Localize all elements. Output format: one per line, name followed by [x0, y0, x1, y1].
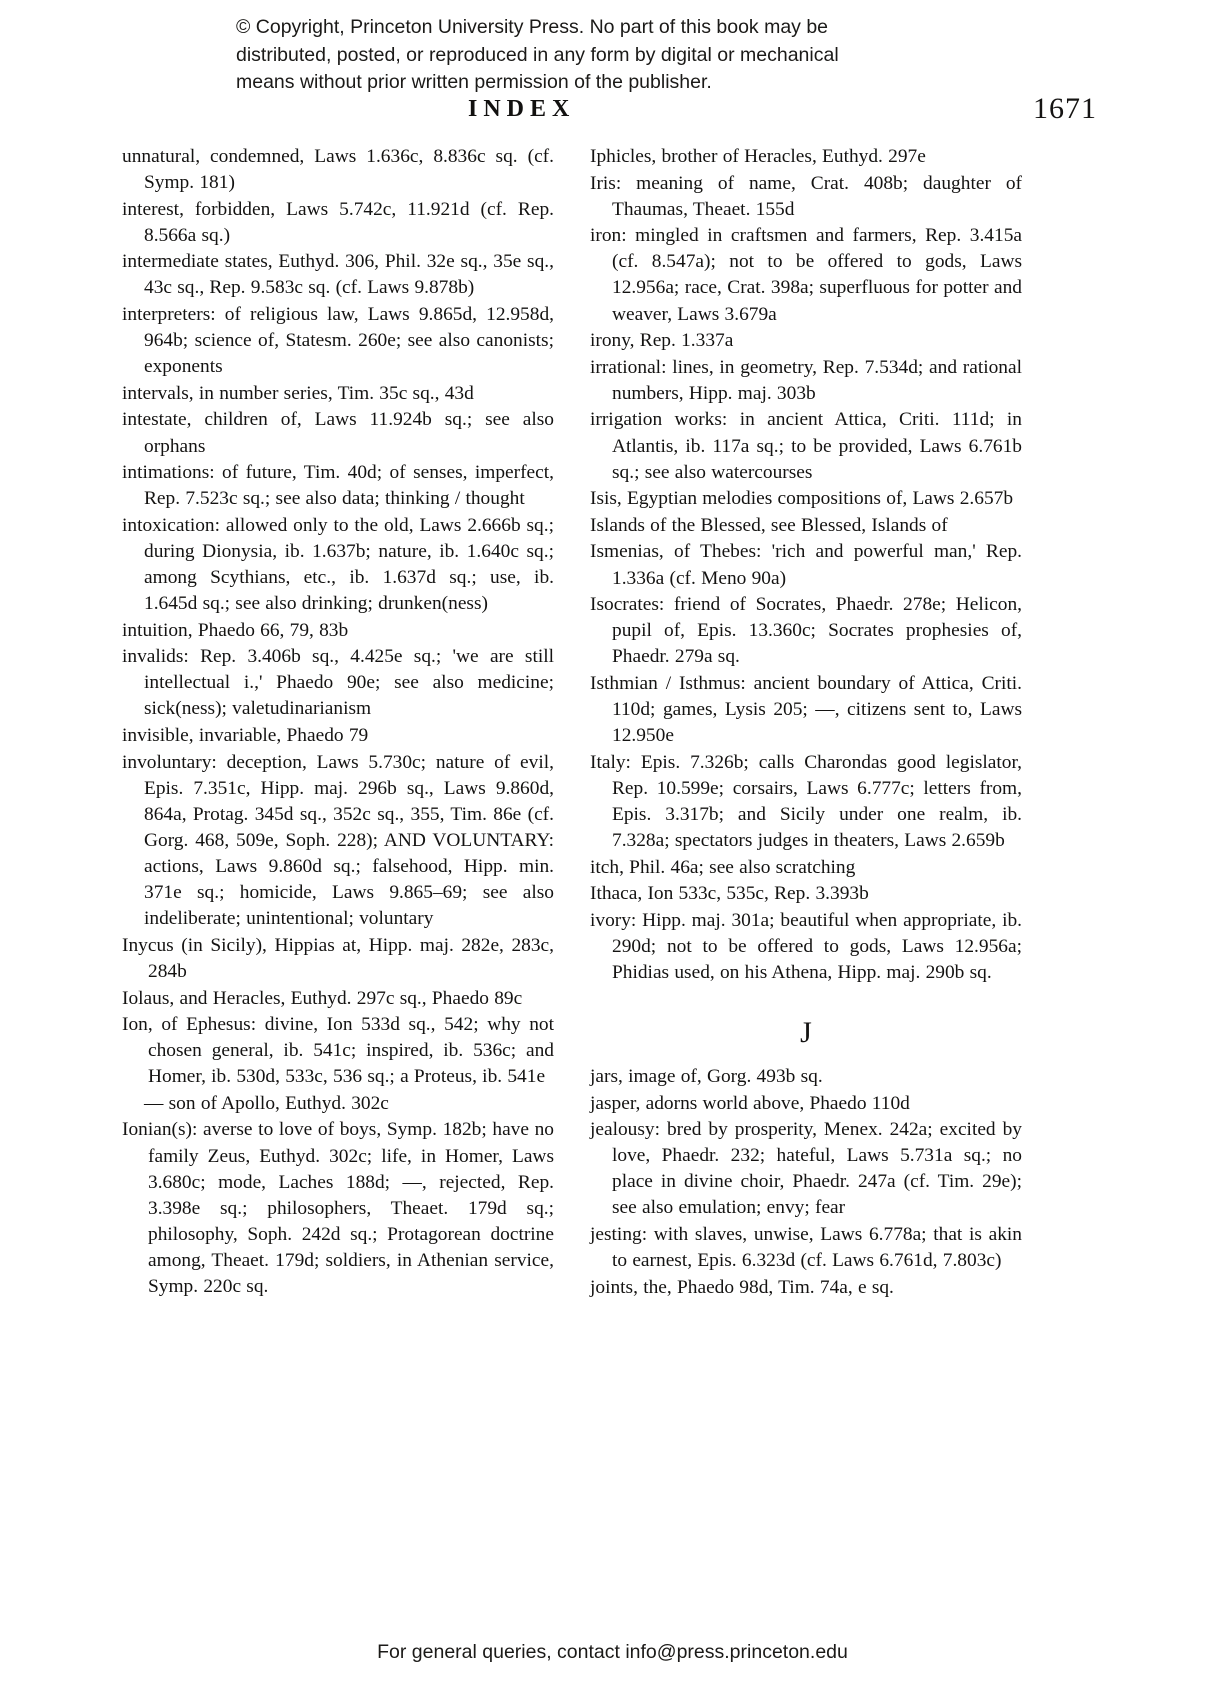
- index-entry: interest, forbidden, Laws 5.742c, 11.921d (cf. Rep. 8.566a sq.): [122, 198, 554, 246]
- index-entry: irony, Rep. 1.337a: [590, 330, 734, 352]
- index-entry: jars, image of, Gorg. 493b sq.: [590, 1066, 823, 1087]
- index-entry: Isthmian / Isthmus: ancient boundary of Attica, Criti. 110d; games, Lysis 205; —, citizens sent to, Laws 12.950e: [590, 672, 1022, 747]
- index-entry: Inycus (in Sicily), Hippias at, Hipp. maj. 282e, 283c, 284b: [122, 934, 554, 982]
- index-entry: jealousy: bred by prosperity, Menex. 242a; excited by love, Phaedr. 232; hateful, Laws 5.731a sq.; no place in divine choir, Phaedr. 247a (cf. Tim. 29e); see also emulation; envy; fear: [590, 1119, 1022, 1219]
- copyright-line-1: © Copyright, Princeton University Press. No part of this book may be: [236, 16, 829, 38]
- index-entry: jesting: with slaves, unwise, Laws 6.778a; that is akin to earnest, Epis. 6.323d (cf. Laws 6.761d, 7.803c): [590, 1224, 1022, 1272]
- copyright-line-3: means without prior written permission of the publisher.: [236, 71, 712, 94]
- index-entry: Ion, of Ephesus: divine, Ion 533d sq., 542; why not chosen general, ib. 541c; inspired, ib. 536c; and Homer, ib. 530d, 533c, 536 sq.; a Proteus, ib. 541e: [122, 1014, 554, 1088]
- index-entry: Isocrates: friend of Socrates, Phaedr. 278e; Helicon, pupil of, Epis. 13.360c; Socrates prophesies of, Phaedr. 279a sq.: [590, 594, 1022, 668]
- index-entry: intoxication: allowed only to the old, Laws 2.666b sq.; during Dionysia, ib. 1.637b; nature, ib. 1.640c sq.; among Scythians, etc., ib. 1.637d sq.; use, ib. 1.645d sq.; see also drinking; drunken(ness): [122, 514, 554, 615]
- index-entry: joints, the, Phaedo 98d, Tim. 74a, e sq.: [590, 1276, 894, 1298]
- index-entry: invisible, invariable, Phaedo 79: [122, 725, 369, 747]
- index-entry: Italy: Epis. 7.326b; calls Charondas good legislator, Rep. 10.599e; corsairs, Laws 6.777c; letters from, Epis. 3.317b; and Sicily under one realm, ib. 7.328a; spectators judges in theaters, Laws 2.659b: [590, 751, 1022, 851]
- index-column-right: [590, 144, 1022, 1301]
- page-number: 1671: [1033, 92, 1097, 125]
- copyright-line-2: distributed, posted, or reproduced in any form by digital or mechanical: [236, 43, 839, 66]
- page-title: INDEX: [468, 96, 576, 122]
- index-entry: intuition, Phaedo 66, 79, 83b: [122, 619, 349, 641]
- index-entry: Iphicles, brother of Heracles, Euthyd. 297e: [590, 146, 926, 167]
- index-entry: Ionian(s): averse to love of boys, Symp. 182b; have no family Zeus, Euthyd. 302c; life, in Homer, Laws 3.680c; mode, Laches 188d; —, rejected, Rep. 3.398e sq.; philosophers, Theaet. 179d sq.; philosophy, Soph. 242d sq.; Protagorean doctrine among, Theaet. 179d; soldiers, in Athenian service, Symp. 220c sq.: [122, 1119, 554, 1298]
- index-entry: unnatural, condemned, Laws 1.636c, 8.836c sq. (cf. Symp. 181): [122, 146, 554, 194]
- index-entry: Iris: meaning of name, Crat. 408b; daughter of Thaumas, Theaet. 155d: [590, 172, 1022, 220]
- index-entry: jasper, adorns world above, Phaedo 110d: [590, 1092, 910, 1114]
- footer-contact: For general queries, contact info@press.princeton.edu: [377, 1641, 848, 1663]
- index-entry: itch, Phil. 46a; see also scratching: [590, 856, 856, 878]
- index-entry: Ismenias, of Thebes: 'rich and powerful man,' Rep. 1.336a (cf. Meno 90a): [590, 541, 1022, 589]
- index-entry: intervals, in number series, Tim. 35c sq., 43d: [122, 382, 474, 404]
- index-entry: intermediate states, Euthyd. 306, Phil. 32e sq., 35e sq., 43c sq., Rep. 9.583c sq. (cf. Laws 9.878b): [122, 251, 554, 299]
- index-entry: ivory: Hipp. maj. 301a; beautiful when appropriate, ib. 290d; not to be offered to gods, Laws 12.956a; Phidias used, on his Athena, Hipp. maj. 290b sq.: [590, 909, 1022, 983]
- index-columns: [122, 144, 1022, 1301]
- index-entry: involuntary: deception, Laws 5.730c; nature of evil, Epis. 7.351c, Hipp. maj. 296b sq., Laws 9.860d, 864a, Protag. 345d sq., 352c sq., 355, Tim. 86e (cf. Gorg. 468, 509e, Soph. 228); AND VOLUNTARY: actions, Laws 9.860d sq.; falsehood, Hipp. min. 371e sq.; homicide, Laws 9.865–69; see also indeliberate; unintentional; voluntary: [122, 751, 554, 930]
- index-subentry: — son of Apollo, Euthyd. 302c: [144, 1092, 389, 1114]
- index-entry: intestate, children of, Laws 11.924b sq.; see also orphans: [122, 409, 554, 457]
- index-column-left: [122, 144, 554, 1301]
- index-entry: interpreters: of religious law, Laws 9.865d, 12.958d, 964b; science of, Statesm. 260e; see also canonists; exponents: [122, 304, 554, 378]
- index-entry: irrigation works: in ancient Attica, Criti. 111d; in Atlantis, ib. 117a sq.; to be provided, Laws 6.761b sq.; see also watercourses: [590, 409, 1022, 483]
- letter-heading-j: J: [800, 1016, 812, 1049]
- index-entry: iron: mingled in craftsmen and farmers, Rep. 3.415a (cf. 8.547a); not to be offered to gods, Laws 12.956a; race, Crat. 398a; superfluous for potter and weaver, Laws 3.679a: [590, 225, 1022, 325]
- index-entry: Iolaus, and Heracles, Euthyd. 297c sq., Phaedo 89c: [122, 987, 523, 1009]
- index-entry: invalids: Rep. 3.406b sq., 4.425e sq.; 'we are still intellectual i.,' Phaedo 90e; see also medicine; sick(ness); valetudinarianism: [122, 646, 554, 720]
- copyright-notice: [236, 14, 996, 97]
- index-entry: Islands of the Blessed, see Blessed, Islands of: [590, 514, 948, 536]
- page-header: [128, 92, 1097, 128]
- index-entry: Ithaca, Ion 533c, 535c, Rep. 3.393b: [590, 883, 869, 905]
- index-entry: irrational: lines, in geometry, Rep. 7.534d; and rational numbers, Hipp. maj. 303b: [590, 356, 1022, 404]
- index-entry: Isis, Egyptian melodies compositions of, Laws 2.657b: [590, 488, 1014, 510]
- index-entry: intimations: of future, Tim. 40d; of senses, imperfect, Rep. 7.523c sq.; see also data; thinking / thought: [122, 462, 554, 510]
